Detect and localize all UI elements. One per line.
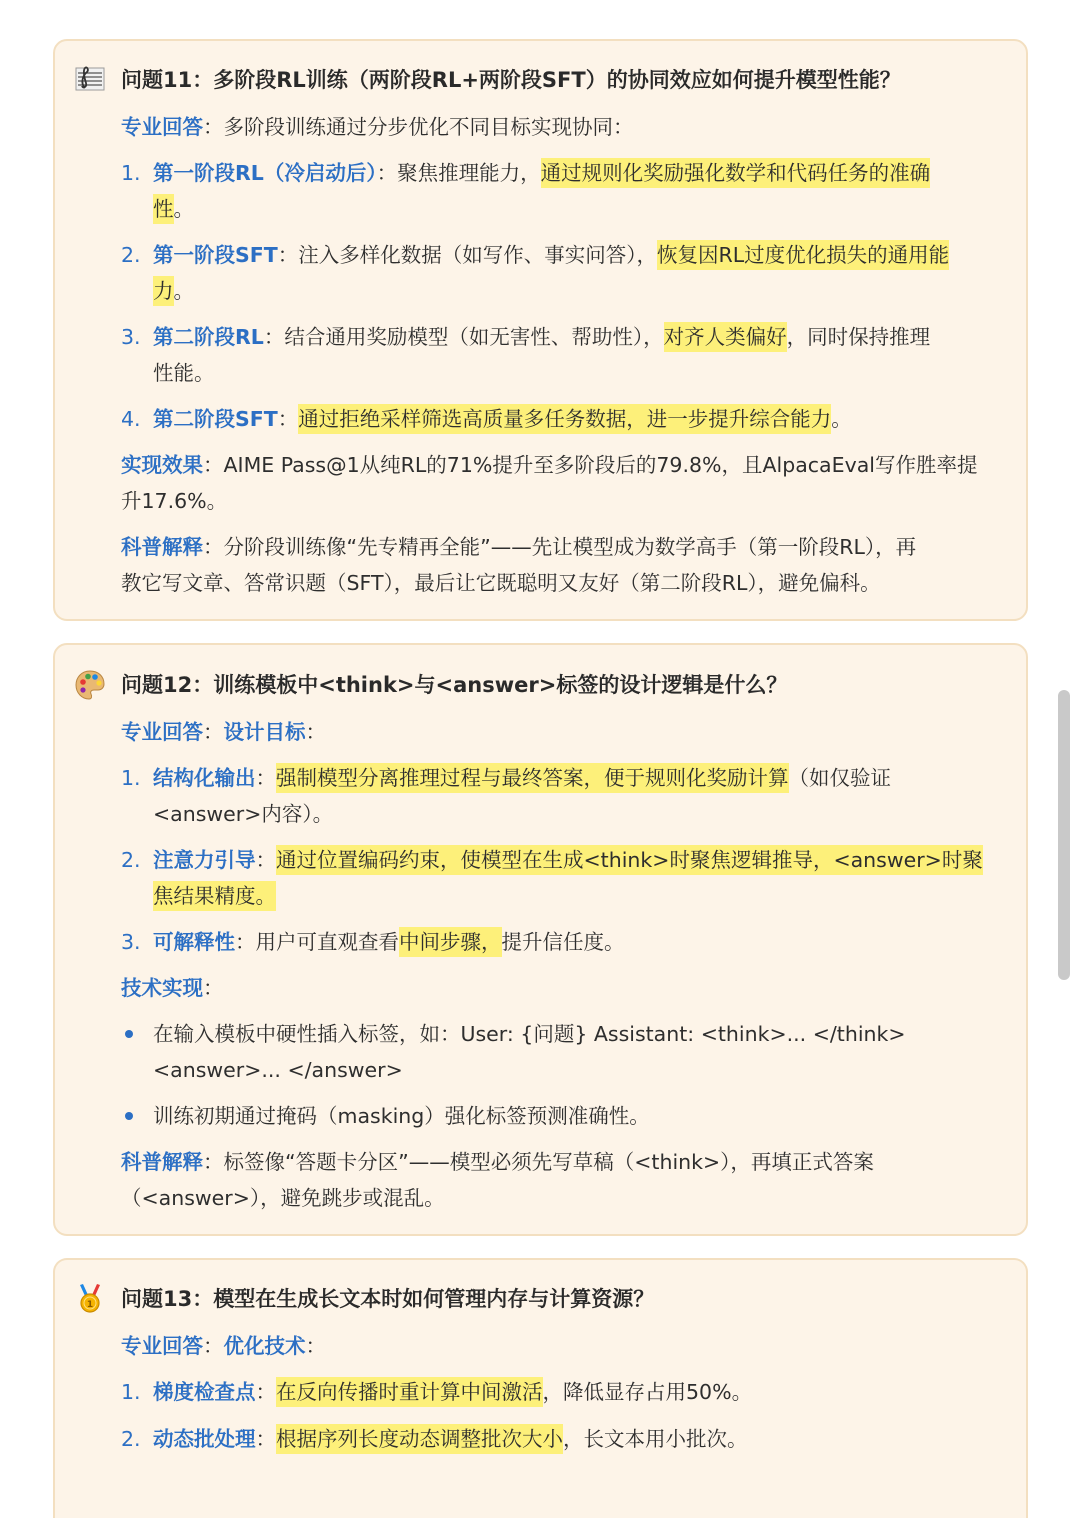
scrollbar-thumb[interactable]	[1058, 690, 1070, 980]
bullet-dot	[125, 1030, 133, 1038]
item-text: ：结合通用奖励模型（如无害性、帮助性），	[263, 325, 664, 349]
science-text: ：分阶段训练像“先专精再全能”——先让模型成为数学高手（第一阶段RL），再	[203, 535, 917, 559]
effect-label: 实现效果	[121, 453, 203, 477]
separator: ：	[203, 720, 224, 744]
question-title: 问题12：训练模板中<think>与<answer>标签的设计逻辑是什么？	[121, 673, 788, 697]
list-item	[153, 924, 625, 960]
science-paragraph	[121, 529, 916, 565]
item-text: ，同时保持推理	[786, 325, 931, 349]
list-number: 2.	[121, 848, 141, 872]
science-text: ：标签像“答题卡分区”——模型必须先写草稿（<think>），再填正式答案	[203, 1150, 874, 1174]
item-label: 第二阶段SFT	[153, 407, 278, 431]
highlight-text: 通过拒绝采样筛选高质量多任务数据，进一步提升综合能力	[298, 404, 831, 434]
music-score-icon	[74, 63, 106, 95]
item-text: ：	[255, 1380, 276, 1404]
qa-card-13	[53, 1258, 1028, 1518]
item-text: 。	[173, 197, 194, 221]
pro-answer-intro	[121, 1328, 326, 1364]
list-item	[153, 155, 930, 191]
highlight-text: 在反向传播时重计算中间激活	[276, 1377, 543, 1407]
list-item-cont	[153, 878, 276, 914]
item-text: ：	[255, 766, 276, 790]
highlight-text: 焦结果精度。	[153, 881, 276, 911]
item-text: ：	[277, 407, 299, 431]
bullet-item: 在输入模板中硬性插入标签，如：User: {问题} Assistant: <think>... </think>	[153, 1022, 906, 1046]
pro-answer-label: 专业回答	[121, 1334, 203, 1358]
item-text: ：用户可直观查看	[235, 930, 399, 954]
science-paragraph	[121, 1144, 874, 1180]
pro-answer-label: 专业回答	[121, 115, 203, 139]
effect-paragraph-cont: 升17.6%。	[121, 489, 228, 513]
item-label: 动态批处理	[153, 1427, 256, 1451]
list-number: 1.	[121, 1380, 141, 1404]
separator: ：	[305, 720, 326, 744]
optimization-label: 优化技术	[223, 1334, 306, 1358]
highlight-text: 强制模型分离推理过程与最终答案，便于规则化奖励计算	[276, 763, 789, 793]
science-label: 科普解释	[121, 1150, 203, 1174]
pro-answer-label: 专业回答	[121, 720, 203, 744]
science-paragraph-cont: （<answer>），避免跳步或混乱。	[121, 1186, 445, 1210]
list-number: 1.	[121, 161, 141, 185]
list-item	[153, 1374, 752, 1410]
item-text: 。	[173, 279, 194, 303]
palette-icon	[74, 669, 106, 701]
separator: ：	[305, 1334, 326, 1358]
item-text: ：注入多样化数据（如写作、事实问答），	[277, 243, 658, 267]
item-text: （如仅验证	[788, 766, 891, 790]
list-item	[153, 319, 930, 355]
tech-label: 技术实现	[121, 976, 203, 1000]
list-item-cont: 性能。	[153, 361, 215, 385]
list-item	[153, 760, 891, 796]
highlight-text: 对齐人类偏好	[664, 322, 787, 352]
item-label: 梯度检查点	[153, 1380, 256, 1404]
pro-answer-text: ：多阶段训练通过分步优化不同目标实现协同：	[203, 115, 634, 139]
list-number: 2.	[121, 1427, 141, 1451]
bullet-dot	[125, 1112, 133, 1120]
list-item-cont	[153, 273, 194, 309]
goal-label: 设计目标	[223, 720, 306, 744]
item-label: 第一阶段RL（冷启动后）	[153, 161, 377, 185]
list-item-cont: <answer>内容）。	[153, 802, 334, 826]
item-text: ，长文本用小批次。	[563, 1427, 748, 1451]
question-title: 问题13：模型在生成长文本时如何管理内存与计算资源？	[121, 1287, 655, 1311]
separator: ：	[203, 976, 224, 1000]
list-item	[153, 842, 983, 878]
tech-heading	[121, 970, 224, 1006]
bullet-item: 训练初期通过掩码（masking）强化标签预测准确性。	[153, 1104, 650, 1128]
item-text: ，降低显存占用50%。	[542, 1380, 753, 1404]
item-label: 第二阶段RL	[153, 325, 264, 349]
effect-paragraph	[121, 447, 977, 483]
svg-text:1: 1	[86, 1300, 94, 1310]
pro-answer-intro	[121, 714, 326, 750]
item-text: ：聚焦推理能力，	[376, 161, 541, 185]
list-item	[153, 401, 852, 437]
effect-text: ：AIME Pass@1从纯RL的71%提升至多阶段后的79.8%，且AlpacaEval写作胜率提	[203, 453, 978, 477]
highlight-text: 恢复因RL过度优化损失的通用能	[657, 240, 949, 270]
list-item-cont	[153, 191, 194, 227]
item-label: 第一阶段SFT	[153, 243, 278, 267]
question-title: 问题11：多阶段RL训练（两阶段RL+两阶段SFT）的协同效应如何提升模型性能？	[121, 68, 901, 92]
highlight-text: 力	[153, 276, 174, 306]
item-text: ：	[255, 1427, 276, 1451]
list-number: 1.	[121, 766, 141, 790]
pro-answer-intro	[121, 109, 634, 145]
bullet-item-cont: <answer>... </answer>	[153, 1058, 403, 1082]
qa-card-11	[53, 39, 1028, 621]
science-paragraph-cont: 教它写文章、答常识题（SFT），最后让它既聪明又友好（第二阶段RL），避免偏科。	[121, 571, 881, 595]
item-text: 提升信任度。	[501, 930, 625, 954]
list-item	[153, 237, 949, 273]
list-number: 3.	[121, 930, 141, 954]
item-label: 结构化输出	[153, 766, 256, 790]
science-label: 科普解释	[121, 535, 203, 559]
highlight-text: 通过位置编码约束，使模型在生成<think>时聚焦逻辑推导，<answer>时聚	[276, 845, 983, 875]
list-number: 2.	[121, 243, 141, 267]
item-text: ：	[255, 848, 276, 872]
item-label: 可解释性	[153, 930, 235, 954]
highlight-text: 通过规则化奖励强化数学和代码任务的准确	[541, 158, 931, 188]
list-number: 3.	[121, 325, 141, 349]
list-item	[153, 1421, 748, 1457]
gold-medal-icon	[74, 1282, 106, 1314]
highlight-text: 中间步骤，	[399, 927, 502, 957]
list-number: 4.	[121, 407, 141, 431]
highlight-text: 性	[153, 194, 174, 224]
qa-card-12	[53, 643, 1028, 1236]
item-label: 注意力引导	[153, 848, 256, 872]
highlight-text: 根据序列长度动态调整批次大小	[276, 1424, 563, 1454]
item-text: 。	[831, 407, 852, 431]
separator: ：	[203, 1334, 224, 1358]
